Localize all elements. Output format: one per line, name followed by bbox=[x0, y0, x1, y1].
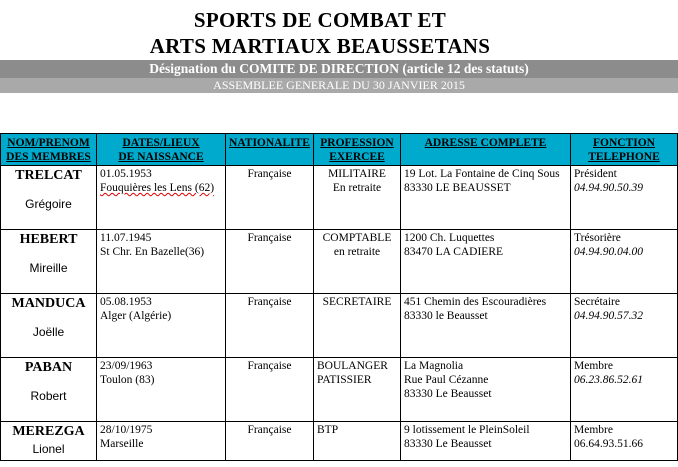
birth-place: St Chr. En Bazelle(36) bbox=[100, 246, 205, 258]
member-firstname: Grégoire bbox=[25, 197, 72, 211]
birth-date: 11.07.1945 bbox=[100, 232, 152, 244]
designation-banner: Désignation du COMITE DE DIRECTION (article 12 des statuts) bbox=[0, 60, 678, 78]
member-name-cell bbox=[1, 230, 97, 294]
column-header-nationality: NATIONALITE bbox=[226, 134, 314, 166]
column-header-function: FONCTION TELEPHONE bbox=[571, 134, 678, 166]
column-header-birth: DATES/LIEUX DE NAISSANCE bbox=[97, 134, 226, 166]
member-function: Membre bbox=[574, 424, 613, 436]
member-name-cell bbox=[1, 294, 97, 358]
profession-cell: BOULANGER PATISSIER bbox=[314, 358, 401, 422]
member-function: Membre bbox=[574, 360, 613, 372]
birth-place: Toulon (83) bbox=[100, 374, 155, 386]
table-row bbox=[1, 166, 678, 230]
function-cell bbox=[571, 422, 678, 461]
address-cell: 1200 Ch. Luquettes 83470 LA CADIERE bbox=[401, 230, 571, 294]
member-lastname: MEREZGA bbox=[12, 424, 85, 439]
birth-date: 05.08.1953 bbox=[100, 296, 152, 308]
member-name-cell bbox=[1, 358, 97, 422]
birth-date: 28/10/1975 bbox=[100, 424, 153, 436]
address-cell: 451 Chemin des Escouradières 83330 le Beausset bbox=[401, 294, 571, 358]
birth-place: Alger (Algérie) bbox=[100, 310, 172, 322]
member-firstname: Joëlle bbox=[32, 325, 65, 339]
function-cell bbox=[571, 294, 678, 358]
document-title-line1: SPORTS DE COMBAT ET bbox=[193, 8, 447, 32]
member-phone: 04.94.90.57.32 bbox=[574, 310, 643, 322]
member-phone: 06.64.93.51.66 bbox=[574, 438, 643, 450]
nationality-cell: Française bbox=[226, 358, 314, 422]
member-name-cell bbox=[1, 166, 97, 230]
profession-cell: COMPTABLE en retraite bbox=[314, 230, 401, 294]
birth-cell bbox=[97, 166, 226, 230]
birth-date: 23/09/1963 bbox=[100, 360, 153, 372]
birth-cell bbox=[97, 294, 226, 358]
nationality-cell: Française bbox=[226, 166, 314, 230]
birth-cell bbox=[97, 358, 226, 422]
member-lastname: HEBERT bbox=[19, 232, 78, 247]
address-cell: La Magnolia Rue Paul Cézanne 83330 Le Beausset bbox=[401, 358, 571, 422]
member-firstname: Lionel bbox=[32, 442, 65, 456]
member-lastname: TRELCAT bbox=[15, 168, 82, 183]
birth-cell bbox=[97, 422, 226, 461]
member-lastname: PABAN bbox=[24, 360, 73, 375]
table-row bbox=[1, 422, 678, 461]
profession-cell: BTP bbox=[314, 422, 401, 461]
profession-cell: SECRETAIRE bbox=[314, 294, 401, 358]
member-firstname: Robert bbox=[30, 389, 67, 403]
table-header-row bbox=[1, 134, 678, 166]
member-phone: 04.94.90.04.00 bbox=[574, 246, 643, 258]
member-function: Président bbox=[574, 168, 617, 180]
birth-place: Fouquières les Lens (62) bbox=[100, 182, 215, 194]
column-header-profession: PROFESSION EXERCEE bbox=[314, 134, 401, 166]
member-name-cell bbox=[1, 422, 97, 461]
member-function: Secrétaire bbox=[574, 296, 620, 308]
function-cell bbox=[571, 358, 678, 422]
table-row bbox=[1, 230, 678, 294]
column-header-name: NOM/PRENOM DES MEMBRES bbox=[1, 134, 97, 166]
table-row bbox=[1, 294, 678, 358]
nationality-cell: Française bbox=[226, 294, 314, 358]
address-cell: 19 Lot. La Fontaine de Cinq Sous 83330 LE BEAUSSET bbox=[401, 166, 571, 230]
assembly-banner: ASSEMBLEE GENERALE DU 30 JANVIER 2015 bbox=[0, 78, 678, 93]
member-lastname: MANDUCA bbox=[11, 296, 86, 311]
committee-table bbox=[0, 133, 678, 461]
birth-date: 01.05.1953 bbox=[100, 168, 152, 180]
member-function: Trésorière bbox=[574, 232, 621, 244]
column-header-address: ADRESSE COMPLETE bbox=[401, 134, 571, 166]
birth-place: Marseille bbox=[100, 438, 144, 450]
profession-cell: MILITAIRE En retraite bbox=[314, 166, 401, 230]
birth-cell bbox=[97, 230, 226, 294]
function-cell bbox=[571, 230, 678, 294]
function-cell bbox=[571, 166, 678, 230]
member-phone: 04.94.90.50.39 bbox=[574, 182, 643, 194]
nationality-cell: Française bbox=[226, 422, 314, 461]
member-firstname: Mireille bbox=[29, 261, 68, 275]
nationality-cell: Française bbox=[226, 230, 314, 294]
document-title-line2: ARTS MARTIAUX BEAUSSETANS bbox=[149, 34, 491, 58]
address-cell: 9 lotissement le PleinSoleil 83330 Le Beausset bbox=[401, 422, 571, 461]
table-row bbox=[1, 358, 678, 422]
member-phone: 06.23.86.52.61 bbox=[574, 374, 643, 386]
